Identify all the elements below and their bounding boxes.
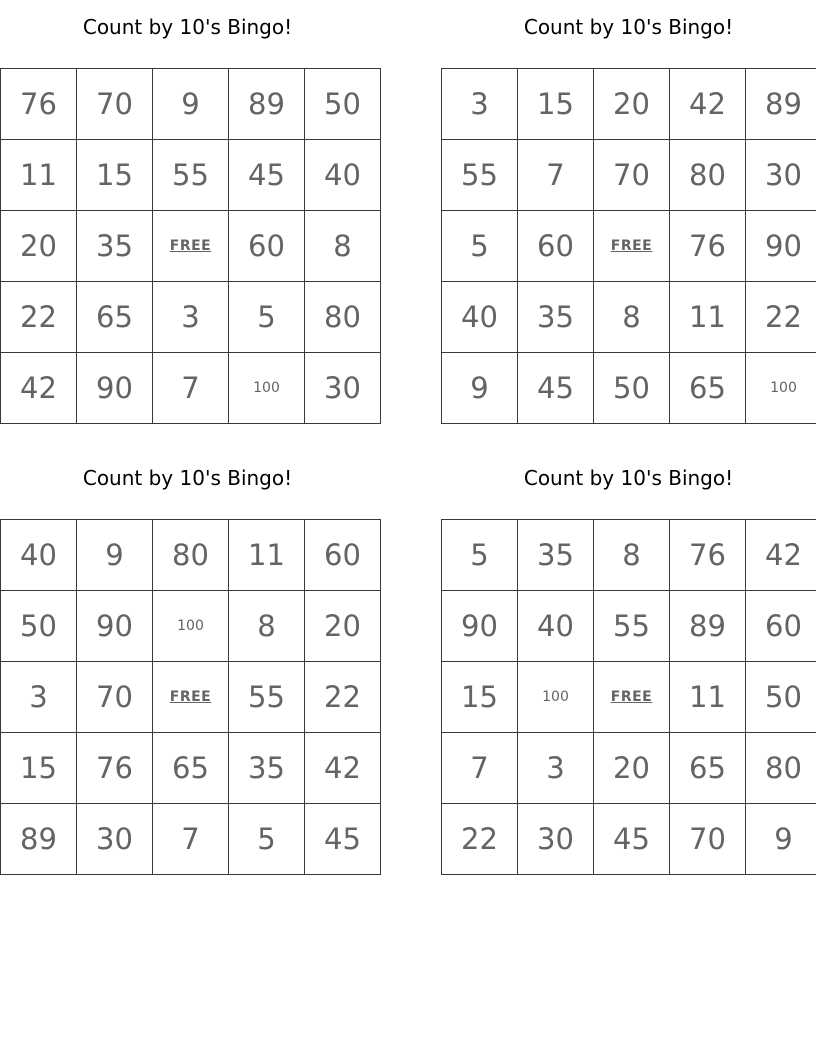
grid-cell: 80 bbox=[305, 282, 381, 353]
grid-cell: 45 bbox=[594, 804, 670, 875]
grid-row bbox=[442, 353, 816, 424]
grid-cell: 5 bbox=[442, 211, 518, 282]
grid-cell: 35 bbox=[518, 520, 594, 591]
grid-cell: 42 bbox=[746, 520, 816, 591]
grid-row bbox=[1, 211, 381, 282]
grid-cell: 89 bbox=[670, 591, 746, 662]
grid-cell: 55 bbox=[229, 662, 305, 733]
grid-cell: 11 bbox=[1, 140, 77, 211]
grid-cell: 30 bbox=[305, 353, 381, 424]
grid-cell: 30 bbox=[77, 804, 153, 875]
grid-cell: 20 bbox=[1, 211, 77, 282]
grid-cell: 11 bbox=[229, 520, 305, 591]
grid-cell: 9 bbox=[153, 69, 229, 140]
grid-cell: 7 bbox=[442, 733, 518, 804]
grid-cell: 3 bbox=[153, 282, 229, 353]
card-title: Count by 10's Bingo! bbox=[82, 466, 293, 490]
bingo-grid bbox=[441, 519, 816, 875]
grid-cell: 65 bbox=[77, 282, 153, 353]
grid-cell: 76 bbox=[1, 69, 77, 140]
grid-cell: 22 bbox=[442, 804, 518, 875]
grid-cell: 22 bbox=[746, 282, 816, 353]
grid-cell: 7 bbox=[518, 140, 594, 211]
grid-cell: 90 bbox=[77, 591, 153, 662]
grid-cell: 7 bbox=[153, 353, 229, 424]
grid-cell: 5 bbox=[229, 804, 305, 875]
grid-row bbox=[442, 591, 816, 662]
grid-cell: 80 bbox=[153, 520, 229, 591]
grid-cell: 55 bbox=[594, 591, 670, 662]
grid-cell: 15 bbox=[442, 662, 518, 733]
grid-cell: 5 bbox=[229, 282, 305, 353]
grid-cell: 45 bbox=[229, 140, 305, 211]
grid-cell: 9 bbox=[746, 804, 816, 875]
grid-cell: 60 bbox=[746, 591, 816, 662]
grid-cell: 45 bbox=[518, 353, 594, 424]
card-title: Count by 10's Bingo! bbox=[523, 15, 734, 39]
grid-cell: 65 bbox=[670, 733, 746, 804]
grid-row bbox=[1, 733, 381, 804]
grid-cell: 8 bbox=[594, 282, 670, 353]
grid-cell: 70 bbox=[77, 69, 153, 140]
grid-cell: 76 bbox=[77, 733, 153, 804]
grid-cell: 76 bbox=[670, 211, 746, 282]
card-title: Count by 10's Bingo! bbox=[523, 466, 734, 490]
grid-cell: 60 bbox=[229, 211, 305, 282]
grid-cell: 40 bbox=[442, 282, 518, 353]
card-title: Count by 10's Bingo! bbox=[82, 15, 293, 39]
grid-row bbox=[442, 662, 816, 733]
grid-cell: 70 bbox=[594, 140, 670, 211]
grid-row bbox=[1, 520, 381, 591]
grid-cell: 15 bbox=[518, 69, 594, 140]
grid-row bbox=[442, 520, 816, 591]
free-space: FREE bbox=[594, 662, 670, 733]
grid-cell: 80 bbox=[746, 733, 816, 804]
grid-row bbox=[1, 69, 381, 140]
grid-row bbox=[1, 140, 381, 211]
grid-cell: 70 bbox=[77, 662, 153, 733]
grid-cell: 42 bbox=[670, 69, 746, 140]
grid-cell: 30 bbox=[518, 804, 594, 875]
grid-row bbox=[442, 69, 816, 140]
grid-cell: 35 bbox=[518, 282, 594, 353]
free-space: FREE bbox=[153, 662, 229, 733]
grid-cell: 50 bbox=[746, 662, 816, 733]
grid-cell: 15 bbox=[1, 733, 77, 804]
grid-cell: 8 bbox=[229, 591, 305, 662]
grid-cell: 100 bbox=[746, 353, 816, 424]
grid-cell: 80 bbox=[670, 140, 746, 211]
grid-cell: 90 bbox=[746, 211, 816, 282]
grid-row bbox=[442, 804, 816, 875]
grid-cell: 15 bbox=[77, 140, 153, 211]
grid-cell: 100 bbox=[153, 591, 229, 662]
grid-cell: 60 bbox=[305, 520, 381, 591]
grid-cell: 70 bbox=[670, 804, 746, 875]
free-space: FREE bbox=[153, 211, 229, 282]
bingo-grid bbox=[0, 519, 381, 875]
grid-cell: 3 bbox=[1, 662, 77, 733]
grid-cell: 35 bbox=[77, 211, 153, 282]
grid-cell: 30 bbox=[746, 140, 816, 211]
bingo-card bbox=[0, 464, 375, 856]
grid-cell: 7 bbox=[153, 804, 229, 875]
grid-cell: 90 bbox=[77, 353, 153, 424]
grid-cell: 9 bbox=[77, 520, 153, 591]
grid-cell: 60 bbox=[518, 211, 594, 282]
grid-cell: 90 bbox=[442, 591, 518, 662]
grid-row bbox=[1, 591, 381, 662]
bingo-grid bbox=[441, 68, 816, 424]
grid-cell: 3 bbox=[442, 69, 518, 140]
grid-row bbox=[1, 353, 381, 424]
grid-cell: 65 bbox=[670, 353, 746, 424]
grid-cell: 45 bbox=[305, 804, 381, 875]
grid-row bbox=[1, 662, 381, 733]
grid-row bbox=[442, 140, 816, 211]
grid-cell: 22 bbox=[1, 282, 77, 353]
grid-cell: 65 bbox=[153, 733, 229, 804]
grid-cell: 89 bbox=[229, 69, 305, 140]
grid-cell: 50 bbox=[305, 69, 381, 140]
grid-cell: 40 bbox=[1, 520, 77, 591]
grid-cell: 20 bbox=[594, 733, 670, 804]
grid-cell: 89 bbox=[746, 69, 816, 140]
grid-cell: 42 bbox=[1, 353, 77, 424]
grid-row bbox=[442, 211, 816, 282]
free-space: FREE bbox=[594, 211, 670, 282]
grid-row bbox=[442, 733, 816, 804]
grid-cell: 20 bbox=[594, 69, 670, 140]
grid-row bbox=[442, 282, 816, 353]
grid-cell: 40 bbox=[518, 591, 594, 662]
grid-cell: 55 bbox=[442, 140, 518, 211]
grid-cell: 11 bbox=[670, 662, 746, 733]
grid-cell: 50 bbox=[1, 591, 77, 662]
grid-cell: 40 bbox=[305, 140, 381, 211]
grid-cell: 11 bbox=[670, 282, 746, 353]
grid-cell: 42 bbox=[305, 733, 381, 804]
grid-cell: 9 bbox=[442, 353, 518, 424]
grid-cell: 76 bbox=[670, 520, 746, 591]
grid-cell: 8 bbox=[305, 211, 381, 282]
grid-cell: 100 bbox=[518, 662, 594, 733]
grid-row bbox=[1, 282, 381, 353]
grid-cell: 20 bbox=[305, 591, 381, 662]
bingo-grid bbox=[0, 68, 381, 424]
bingo-card bbox=[441, 13, 816, 405]
grid-cell: 55 bbox=[153, 140, 229, 211]
grid-cell: 8 bbox=[594, 520, 670, 591]
bingo-card bbox=[0, 13, 375, 405]
grid-cell: 100 bbox=[229, 353, 305, 424]
grid-cell: 22 bbox=[305, 662, 381, 733]
grid-row bbox=[1, 804, 381, 875]
grid-cell: 3 bbox=[518, 733, 594, 804]
grid-cell: 50 bbox=[594, 353, 670, 424]
grid-cell: 5 bbox=[442, 520, 518, 591]
grid-cell: 35 bbox=[229, 733, 305, 804]
grid-cell: 89 bbox=[1, 804, 77, 875]
bingo-card bbox=[441, 464, 816, 856]
